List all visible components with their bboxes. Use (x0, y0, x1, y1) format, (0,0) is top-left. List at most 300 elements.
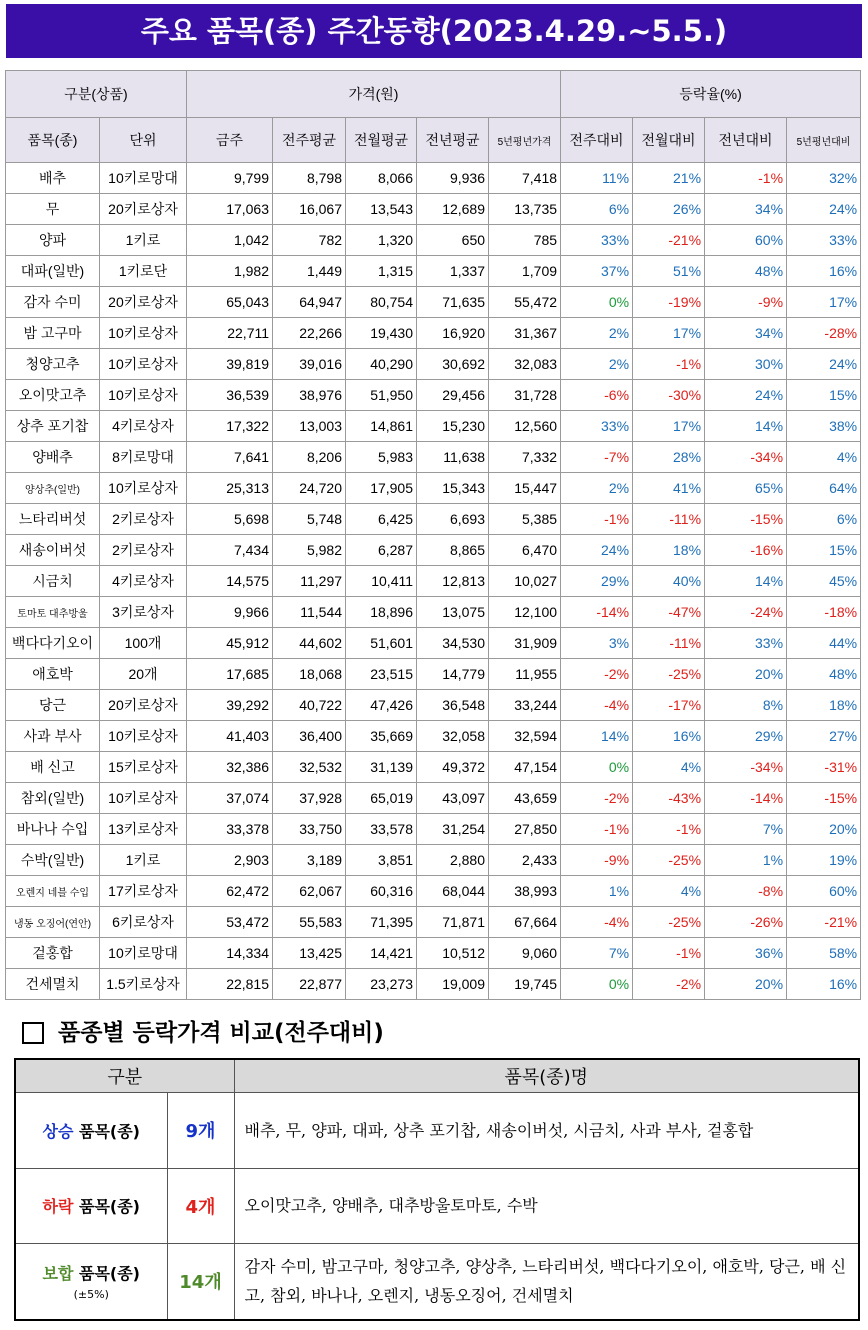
change-cell: 17% (633, 411, 705, 442)
price-cell: 1,709 (489, 256, 561, 287)
change-cell: 36% (705, 938, 787, 969)
price-cell: 44,602 (273, 628, 346, 659)
price-cell: 65,043 (187, 287, 273, 318)
price-cell: 43,097 (417, 783, 489, 814)
price-cell: 3,851 (346, 845, 417, 876)
col-vs-5yr: 5년평년대비 (787, 118, 861, 163)
table-row (6, 380, 861, 411)
cmp-header-items: 품목(종)명 (234, 1059, 859, 1092)
comparison-title: 품종별 등락가격 비교(전주대비) (58, 1020, 384, 1046)
price-cell: 37,928 (273, 783, 346, 814)
price-cell: 53,472 (187, 907, 273, 938)
price-cell: 9,966 (187, 597, 273, 628)
change-cell: -25% (633, 845, 705, 876)
item-name: 상추 포기찹 (6, 411, 100, 442)
change-cell: 24% (561, 535, 633, 566)
change-cell: -26% (705, 907, 787, 938)
item-name: 건세멸치 (6, 969, 100, 1000)
change-cell: 16% (787, 969, 861, 1000)
item-unit: 17키로상자 (100, 876, 187, 907)
change-cell: 28% (633, 442, 705, 473)
checkbox-icon (22, 1022, 44, 1044)
col-prev-year: 전년평균 (417, 118, 489, 163)
price-cell: 10,027 (489, 566, 561, 597)
table-row (6, 473, 861, 504)
item-name: 배추 (6, 163, 100, 194)
price-cell: 41,403 (187, 721, 273, 752)
comparison-items: 감자 수미, 밤고구마, 청양고추, 양상추, 느타리버섯, 백다다기오이, 애호박, 당근, 배 신고, 참외, 바나나, 오렌지, 냉동오징어, 건세멸치 (234, 1243, 859, 1320)
change-cell: 2% (561, 473, 633, 504)
price-cell: 6,425 (346, 504, 417, 535)
item-unit: 10키로상자 (100, 349, 187, 380)
price-cell: 36,400 (273, 721, 346, 752)
change-cell: 15% (787, 535, 861, 566)
item-name: 토마토 대추방울 (6, 597, 100, 628)
item-unit: 1.5키로상자 (100, 969, 187, 1000)
item-name: 참외(일반) (6, 783, 100, 814)
comparison-items: 배추, 무, 양파, 대파, 상추 포기찹, 새송이버섯, 시금치, 사과 부사, 겉홍합 (234, 1092, 859, 1168)
change-cell: -17% (633, 690, 705, 721)
table-row (6, 597, 861, 628)
price-cell: 60,316 (346, 876, 417, 907)
change-cell: 7% (561, 938, 633, 969)
status-word: 보합 (42, 1264, 74, 1284)
change-cell: 24% (787, 349, 861, 380)
price-cell: 64,947 (273, 287, 346, 318)
item-unit: 10키로상자 (100, 318, 187, 349)
item-unit: 20키로상자 (100, 194, 187, 225)
change-cell: 14% (561, 721, 633, 752)
item-name: 시금치 (6, 566, 100, 597)
change-cell: -1% (633, 349, 705, 380)
price-cell: 51,950 (346, 380, 417, 411)
header-change: 등락율(%) (561, 71, 861, 118)
change-cell: 32% (787, 163, 861, 194)
price-cell: 51,601 (346, 628, 417, 659)
price-cell: 12,100 (489, 597, 561, 628)
change-cell: 29% (561, 566, 633, 597)
col-item: 품목(종) (6, 118, 100, 163)
price-cell: 650 (417, 225, 489, 256)
table-row (6, 876, 861, 907)
change-cell: -1% (705, 163, 787, 194)
item-unit: 1키로 (100, 225, 187, 256)
change-cell: -14% (705, 783, 787, 814)
col-this-week: 금주 (187, 118, 273, 163)
change-cell: 33% (787, 225, 861, 256)
price-cell: 12,560 (489, 411, 561, 442)
price-cell: 38,993 (489, 876, 561, 907)
change-cell: -14% (561, 597, 633, 628)
price-cell: 13,543 (346, 194, 417, 225)
price-cell: 2,903 (187, 845, 273, 876)
table-row (6, 938, 861, 969)
change-cell: 7% (705, 814, 787, 845)
comparison-section-title (22, 1015, 384, 1051)
price-cell: 39,016 (273, 349, 346, 380)
change-cell: -1% (561, 814, 633, 845)
col-vs-month: 전월대비 (633, 118, 705, 163)
change-cell: -34% (705, 752, 787, 783)
price-cell: 32,058 (417, 721, 489, 752)
change-cell: 4% (633, 752, 705, 783)
change-cell: -24% (705, 597, 787, 628)
change-cell: 64% (787, 473, 861, 504)
item-name: 오렌지 네블 수입 (6, 876, 100, 907)
comparison-label (15, 1168, 167, 1243)
price-cell: 15,447 (489, 473, 561, 504)
price-cell: 40,290 (346, 349, 417, 380)
table-row (6, 969, 861, 1000)
price-cell: 47,154 (489, 752, 561, 783)
change-cell: -11% (633, 628, 705, 659)
change-cell: 30% (705, 349, 787, 380)
item-unit: 20개 (100, 659, 187, 690)
price-cell: 23,273 (346, 969, 417, 1000)
change-cell: -19% (633, 287, 705, 318)
change-cell: 2% (561, 349, 633, 380)
col-vs-year: 전년대비 (705, 118, 787, 163)
price-cell: 68,044 (417, 876, 489, 907)
change-cell: -15% (787, 783, 861, 814)
price-cell: 39,819 (187, 349, 273, 380)
price-cell: 38,976 (273, 380, 346, 411)
price-cell: 32,083 (489, 349, 561, 380)
change-cell: 3% (561, 628, 633, 659)
label-sub: (±5%) (73, 1288, 109, 1302)
price-cell: 8,206 (273, 442, 346, 473)
change-cell: -16% (705, 535, 787, 566)
item-unit: 100개 (100, 628, 187, 659)
item-unit: 4키로상자 (100, 411, 187, 442)
change-cell: -9% (705, 287, 787, 318)
change-cell: 38% (787, 411, 861, 442)
item-unit: 6키로상자 (100, 907, 187, 938)
item-name: 애호박 (6, 659, 100, 690)
item-name: 수박(일반) (6, 845, 100, 876)
price-cell: 18,068 (273, 659, 346, 690)
price-cell: 49,372 (417, 752, 489, 783)
price-cell: 19,430 (346, 318, 417, 349)
price-cell: 15,343 (417, 473, 489, 504)
price-cell: 17,905 (346, 473, 417, 504)
price-cell: 11,638 (417, 442, 489, 473)
table-row (6, 504, 861, 535)
price-cell: 1,042 (187, 225, 273, 256)
change-cell: -1% (561, 504, 633, 535)
change-cell: 51% (633, 256, 705, 287)
change-cell: 60% (787, 876, 861, 907)
item-unit: 10키로망대 (100, 938, 187, 969)
table-row (6, 845, 861, 876)
price-cell: 13,425 (273, 938, 346, 969)
change-cell: 34% (705, 194, 787, 225)
item-unit: 4키로상자 (100, 566, 187, 597)
header-category: 구분(상품) (6, 71, 187, 118)
item-unit: 13키로상자 (100, 814, 187, 845)
comparison-table (14, 1058, 860, 1321)
change-cell: 41% (633, 473, 705, 504)
item-name: 오이맛고추 (6, 380, 100, 411)
comparison-count: 14개 (167, 1243, 234, 1320)
change-cell: 4% (633, 876, 705, 907)
change-cell: 44% (787, 628, 861, 659)
item-unit: 10키로상자 (100, 380, 187, 411)
item-name: 냉동 오징어(연안) (6, 907, 100, 938)
change-cell: 1% (561, 876, 633, 907)
status-word: 상승 (42, 1121, 74, 1141)
item-unit: 1키로단 (100, 256, 187, 287)
price-cell: 32,386 (187, 752, 273, 783)
price-cell: 55,472 (489, 287, 561, 318)
table-row (6, 163, 861, 194)
price-cell: 8,798 (273, 163, 346, 194)
change-cell: -11% (633, 504, 705, 535)
change-cell: 37% (561, 256, 633, 287)
item-unit: 20키로상자 (100, 287, 187, 318)
change-cell: 33% (705, 628, 787, 659)
price-cell: 6,287 (346, 535, 417, 566)
table-row (6, 442, 861, 473)
status-word: 하락 (42, 1197, 74, 1216)
change-cell: 17% (633, 318, 705, 349)
col-prev-week: 전주평균 (273, 118, 346, 163)
table-row (6, 349, 861, 380)
comparison-label (15, 1243, 167, 1320)
price-cell: 5,385 (489, 504, 561, 535)
price-cell: 27,850 (489, 814, 561, 845)
price-cell: 1,320 (346, 225, 417, 256)
price-cell: 5,748 (273, 504, 346, 535)
change-cell: 20% (705, 969, 787, 1000)
table-row (6, 194, 861, 225)
price-cell: 10,512 (417, 938, 489, 969)
price-cell: 45,912 (187, 628, 273, 659)
price-cell: 37,074 (187, 783, 273, 814)
change-cell: -21% (633, 225, 705, 256)
price-cell: 11,297 (273, 566, 346, 597)
price-cell: 71,871 (417, 907, 489, 938)
header-price: 가격(원) (187, 71, 561, 118)
change-cell: -8% (705, 876, 787, 907)
price-cell: 25,313 (187, 473, 273, 504)
change-cell: 27% (787, 721, 861, 752)
price-cell: 5,698 (187, 504, 273, 535)
price-cell: 65,019 (346, 783, 417, 814)
price-cell: 47,426 (346, 690, 417, 721)
label-rest: 품목(종) (73, 1197, 140, 1216)
item-name: 양파 (6, 225, 100, 256)
change-cell: -25% (633, 659, 705, 690)
price-cell: 1,982 (187, 256, 273, 287)
price-cell: 12,813 (417, 566, 489, 597)
comparison-count: 9개 (167, 1092, 234, 1168)
price-trend-table (5, 70, 861, 1000)
item-unit: 10키로상자 (100, 721, 187, 752)
change-cell: 34% (705, 318, 787, 349)
price-cell: 22,266 (273, 318, 346, 349)
col-5yr-avg: 5년평년가격 (489, 118, 561, 163)
table-row (6, 907, 861, 938)
change-cell: 0% (561, 752, 633, 783)
price-cell: 80,754 (346, 287, 417, 318)
comparison-row-down (15, 1168, 859, 1243)
price-cell: 34,530 (417, 628, 489, 659)
price-cell: 67,664 (489, 907, 561, 938)
change-cell: 20% (705, 659, 787, 690)
price-cell: 3,189 (273, 845, 346, 876)
change-cell: 33% (561, 411, 633, 442)
price-cell: 14,779 (417, 659, 489, 690)
change-cell: -15% (705, 504, 787, 535)
price-cell: 17,322 (187, 411, 273, 442)
price-cell: 16,920 (417, 318, 489, 349)
price-cell: 5,983 (346, 442, 417, 473)
change-cell: -7% (561, 442, 633, 473)
item-name: 밤 고구마 (6, 318, 100, 349)
item-name: 대파(일반) (6, 256, 100, 287)
price-cell: 7,418 (489, 163, 561, 194)
change-cell: 6% (787, 504, 861, 535)
price-cell: 782 (273, 225, 346, 256)
price-cell: 31,139 (346, 752, 417, 783)
change-cell: 18% (633, 535, 705, 566)
comparison-row-up (15, 1092, 859, 1168)
change-cell: -31% (787, 752, 861, 783)
change-cell: -30% (633, 380, 705, 411)
change-cell: 48% (787, 659, 861, 690)
price-cell: 6,470 (489, 535, 561, 566)
price-cell: 62,067 (273, 876, 346, 907)
change-cell: 19% (787, 845, 861, 876)
price-cell: 32,594 (489, 721, 561, 752)
price-cell: 33,378 (187, 814, 273, 845)
price-cell: 33,244 (489, 690, 561, 721)
price-cell: 9,936 (417, 163, 489, 194)
label-rest: 품목(종) (73, 1264, 140, 1284)
price-cell: 15,230 (417, 411, 489, 442)
table-row (6, 721, 861, 752)
item-name: 바나나 수입 (6, 814, 100, 845)
item-unit: 2키로상자 (100, 504, 187, 535)
change-cell: -21% (787, 907, 861, 938)
change-cell: 16% (787, 256, 861, 287)
item-unit: 20키로상자 (100, 690, 187, 721)
change-cell: -4% (561, 907, 633, 938)
price-cell: 7,332 (489, 442, 561, 473)
change-cell: -9% (561, 845, 633, 876)
change-cell: -2% (561, 659, 633, 690)
price-cell: 14,861 (346, 411, 417, 442)
change-cell: -2% (561, 783, 633, 814)
price-cell: 71,395 (346, 907, 417, 938)
item-name: 양배추 (6, 442, 100, 473)
price-cell: 13,735 (489, 194, 561, 225)
price-cell: 7,434 (187, 535, 273, 566)
item-unit: 10키로상자 (100, 783, 187, 814)
change-cell: 0% (561, 287, 633, 318)
change-cell: -43% (633, 783, 705, 814)
col-prev-month: 전월평균 (346, 118, 417, 163)
price-cell: 8,066 (346, 163, 417, 194)
price-cell: 12,689 (417, 194, 489, 225)
comparison-row-flat (15, 1243, 859, 1320)
price-cell: 17,685 (187, 659, 273, 690)
price-cell: 11,544 (273, 597, 346, 628)
price-cell: 71,635 (417, 287, 489, 318)
price-cell: 18,896 (346, 597, 417, 628)
table-row (6, 318, 861, 349)
change-cell: 33% (561, 225, 633, 256)
item-unit: 2키로상자 (100, 535, 187, 566)
table-row (6, 659, 861, 690)
change-cell: 14% (705, 566, 787, 597)
price-cell: 29,456 (417, 380, 489, 411)
change-cell: 40% (633, 566, 705, 597)
price-cell: 55,583 (273, 907, 346, 938)
label-rest: 품목(종) (73, 1121, 140, 1141)
price-cell: 32,532 (273, 752, 346, 783)
item-unit: 10키로상자 (100, 473, 187, 504)
change-cell: -1% (633, 938, 705, 969)
price-cell: 13,075 (417, 597, 489, 628)
table-row (6, 256, 861, 287)
price-cell: 31,254 (417, 814, 489, 845)
price-cell: 22,711 (187, 318, 273, 349)
price-cell: 14,575 (187, 566, 273, 597)
item-unit: 8키로망대 (100, 442, 187, 473)
price-cell: 33,750 (273, 814, 346, 845)
change-cell: -6% (561, 380, 633, 411)
price-cell: 2,433 (489, 845, 561, 876)
item-name: 백다다기오이 (6, 628, 100, 659)
change-cell: 1% (705, 845, 787, 876)
price-cell: 40,722 (273, 690, 346, 721)
col-vs-week: 전주대비 (561, 118, 633, 163)
price-cell: 10,411 (346, 566, 417, 597)
change-cell: 14% (705, 411, 787, 442)
price-cell: 14,421 (346, 938, 417, 969)
change-cell: 26% (633, 194, 705, 225)
change-cell: 8% (705, 690, 787, 721)
col-unit: 단위 (100, 118, 187, 163)
change-cell: -4% (561, 690, 633, 721)
price-cell: 7,641 (187, 442, 273, 473)
table-row (6, 287, 861, 318)
price-cell: 19,009 (417, 969, 489, 1000)
change-cell: -47% (633, 597, 705, 628)
item-name: 사과 부사 (6, 721, 100, 752)
table-row (6, 783, 861, 814)
item-name: 느타리버섯 (6, 504, 100, 535)
comparison-count: 4개 (167, 1168, 234, 1243)
price-cell: 1,449 (273, 256, 346, 287)
price-cell: 1,337 (417, 256, 489, 287)
change-cell: 58% (787, 938, 861, 969)
table-row (6, 566, 861, 597)
item-name: 새송이버섯 (6, 535, 100, 566)
change-cell: 4% (787, 442, 861, 473)
change-cell: 17% (787, 287, 861, 318)
item-name: 감자 수미 (6, 287, 100, 318)
item-unit: 15키로상자 (100, 752, 187, 783)
item-unit: 1키로 (100, 845, 187, 876)
item-name: 겉홍합 (6, 938, 100, 969)
price-cell: 1,315 (346, 256, 417, 287)
cmp-header-category: 구분 (15, 1059, 234, 1092)
price-cell: 785 (489, 225, 561, 256)
change-cell: 45% (787, 566, 861, 597)
